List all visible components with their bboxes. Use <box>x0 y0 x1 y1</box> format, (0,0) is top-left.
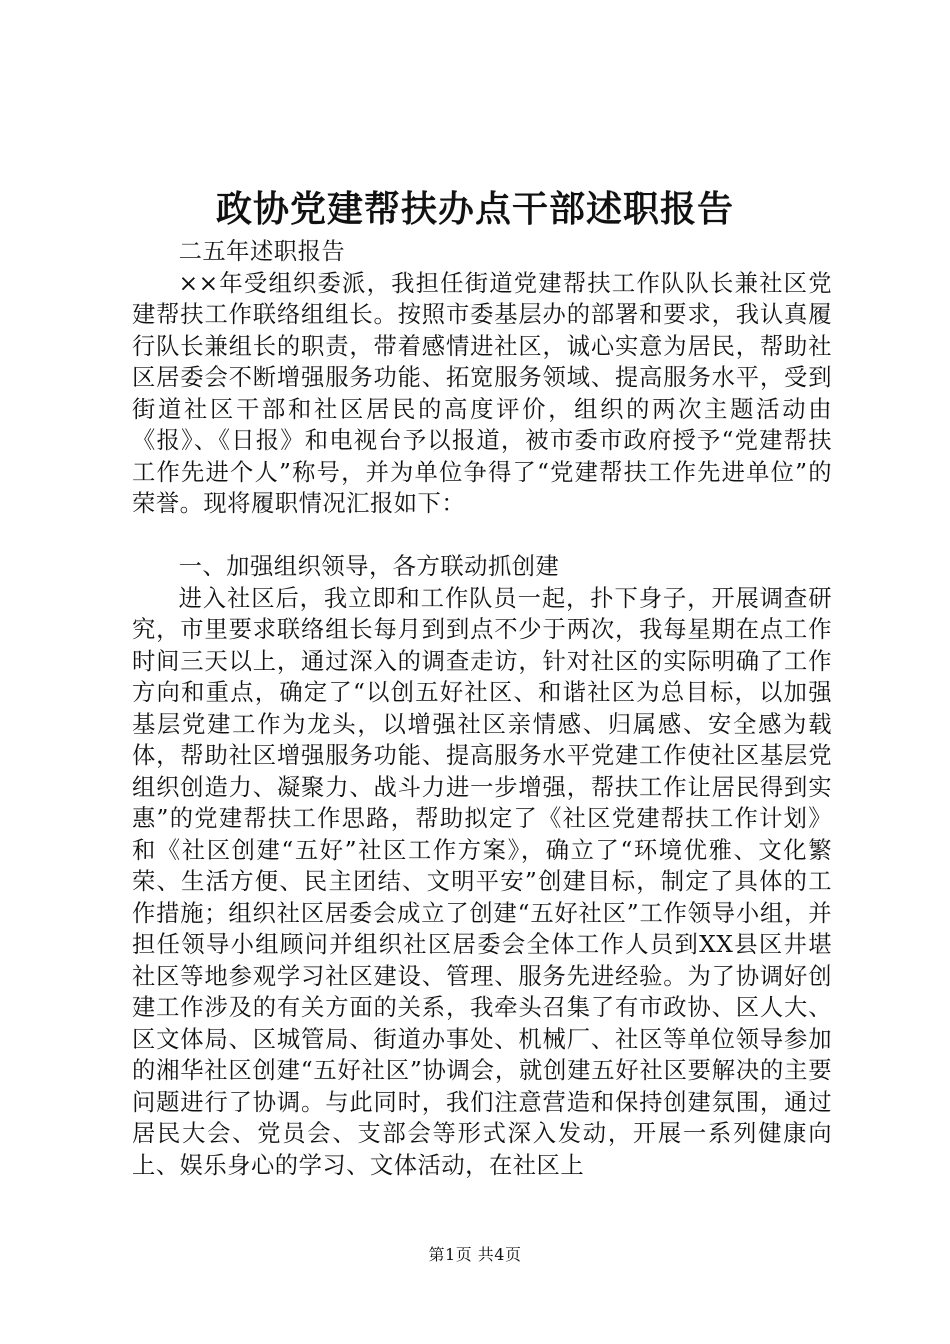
document-body <box>132 236 832 1181</box>
paragraph-intro: ××年受组织委派，我担任街道党建帮扶工作队队长兼社区党建帮扶工作联络组组长。按照市委基层办的部署和要求，我认真履行队长兼组长的职责，带着感情进社区，诚心实意为居民，帮助社区居委会不断增强服务功能、拓宽服务领域、提高服务水平，受到街道社区干部和社区居民的高度评价，组织的两次主题活动由《报》、《日报》和电视台予以报道，被市委市政府授予“党建帮扶工作先进个人”称号，并为单位争得了“党建帮扶工作先进单位”的荣誉。现将履职情况汇报如下： <box>132 269 832 517</box>
document-title: 政协党建帮扶办点干部述职报告 <box>215 188 734 230</box>
paragraph-subtitle: 二五年述职报告 <box>178 238 346 265</box>
page-footer: 第1页 共4页 <box>428 1245 522 1264</box>
paragraph-section-body: 进入社区后，我立即和工作队员一起，扑下身子，开展调查研究，市里要求联络组长每月到到点不少于两次，我每星期在点工作时间三天以上，通过深入的调查走访，针对社区的实际明确了工作方向和重点，确定了“以创五好社区、和谐社区为总目标，以加强基层党建工作为龙头，以增强社区亲情感、归属感、安全感为载体，帮助社区增强服务功能、提高服务水平党建工作使社区基层党组织创造力、凝聚力、战斗力进一步增强，帮扶工作让居民得到实惠”的党建帮扶工作思路，帮助拟定了《社区党建帮扶工作计划》和《社区创建“五好”社区工作方案》，确立了“环境优雅、文化繁荣、生活方便、民主团结、文明平安”创建目标，制定了具体的工作措施；组织社区居委会成立了创建“五好社区”工作领导小组，并担任领导小组顾问并组织社区居委会全体工作人员到XX县区井堪社区等地参观学习社区建设、管理、服务先进经验。为了协调好创建工作涉及的有关方面的关系，我牵头召集了有市政协、区人大、区文体局、区城管局、街道办事处、机械厂、社区等单位领导参加的湘华社区创建“五好社区”协调会，就创建五好社区要解决的主要问题进行了协调。与此同时，我们注意营造和保持创建氛围，通过居民大会、党员会、支部会等形式深入发动，开展一系列健康向上、娱乐身心的学习、文体活动，在社区上 <box>132 584 832 1179</box>
section-heading: 一、加强组织领导，各方联动抓创建 <box>178 553 560 580</box>
